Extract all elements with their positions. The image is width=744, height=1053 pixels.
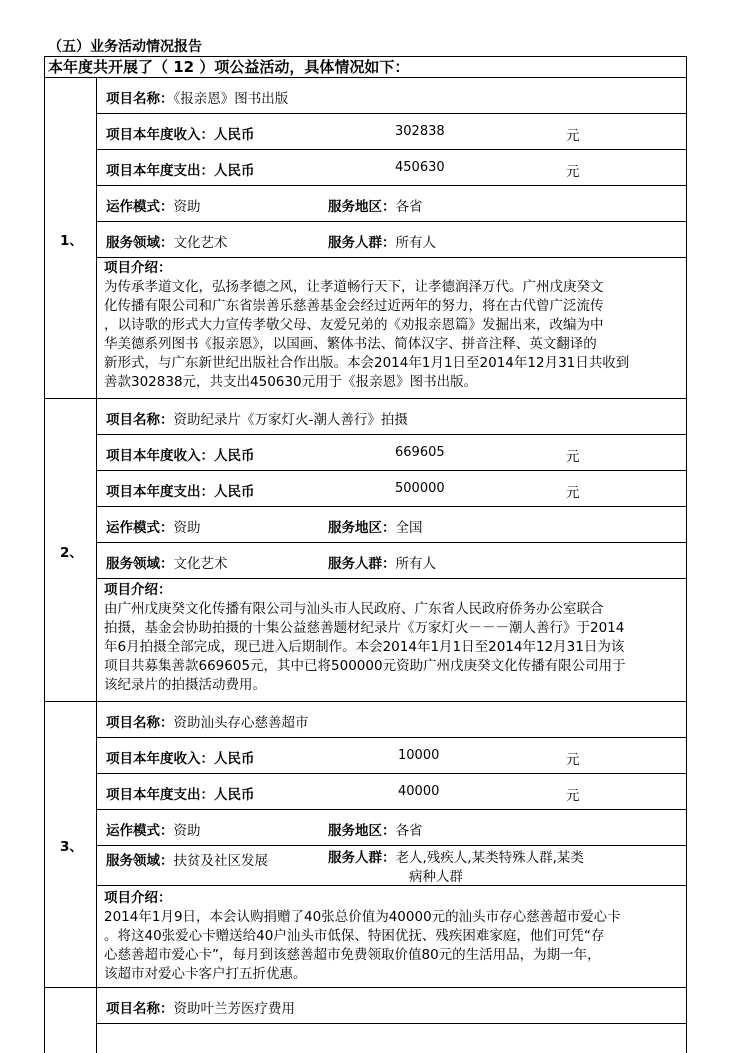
project-description [104,278,629,392]
field-label: 服务领域： [106,235,174,251]
region-label: 服务地区： [328,520,396,536]
project-name: 《报亲恩》图书出版 [173,91,289,107]
name-label: 项目名称： [106,91,174,107]
income-unit: 元 [566,752,580,768]
income-label: 项目本年度收入：人民币 [106,127,255,143]
crowd-row [328,552,436,572]
crowd-label: 服务人群： [328,850,396,866]
intro-label: 项目介绍： [104,890,172,906]
mode-label: 运作模式： [106,823,174,839]
project-name-row [106,711,309,731]
section-title: （五）业务活动情况报告 [48,39,202,55]
desc-line: ，以诗歌的形式大力宣传孝敬父母、友爱兄弟的《劝报亲恩篇》发掘出来，改编为中 [104,317,604,333]
project-name-row [106,408,408,428]
name-label: 项目名称： [106,715,174,731]
desc-line: 善款302838元，共支出450630元用于《报亲恩》图书出版。 [104,374,478,390]
expense-unit: 元 [566,485,580,501]
mode-row [106,195,201,215]
crowd-row [328,231,436,251]
field-label: 服务领域： [106,853,174,869]
income-label: 项目本年度收入：人民币 [106,751,255,767]
mode-label: 运作模式： [106,199,174,215]
crowd-label: 服务人群： [328,235,396,251]
region-row [328,819,423,839]
mode-row [106,516,201,536]
crowd-value: 所有人 [395,235,436,251]
project-block-2 [44,398,687,702]
mode-row [106,819,201,839]
project-index: 3、 [60,839,83,855]
income-value: 302838 [395,124,445,139]
intro-label: 项目介绍： [104,582,172,598]
project-name-row [106,997,295,1017]
field-value: 文化艺术 [173,235,228,251]
project-name-row [106,87,288,107]
desc-line: 年6月拍摄全部完成，现已进入后期制作。本会2014年1月1日至2014年12月31日为该 [104,639,625,655]
name-label: 项目名称： [106,1001,174,1017]
mode-value: 资助 [173,520,201,536]
region-label: 服务地区： [328,823,396,839]
project-name: 资助纪录片《万家灯火-潮人善行》拍摄 [173,412,408,428]
desc-line: 化传播有限公司和广东省崇善乐慈善基金会经过近两年的努力，将在古代曾广泛流传 [104,298,604,314]
field-value: 文化艺术 [173,556,228,572]
region-label: 服务地区： [328,199,396,215]
field-row [106,849,268,869]
desc-line: 心慈善超市爱心卡”，每月到该慈善超市免费领取价值80元的生活用品，为期一年， [104,947,601,963]
region-value: 各省 [395,823,423,839]
region-value: 全国 [395,520,423,536]
intro-line: 本年度共开展了（ 12 ）项公益活动，具体情况如下： [44,56,687,78]
income-unit: 元 [566,128,580,144]
desc-line: 。将这40张爱心卡赠送给40户汕头市低保、特困优抚、残疾困难家庭，他们可凭“存 [104,928,605,944]
project-name: 资助叶兰芳医疗费用 [173,1001,295,1017]
desc-line: 拍摄，基金会协助拍摄的十集公益慈善题材纪录片《万家灯火－－－潮人善行》于2014 [104,620,625,636]
name-label: 项目名称： [106,412,174,428]
expense-value: 500000 [395,481,445,496]
field-value: 扶贫及社区发展 [173,853,268,869]
desc-line: 由广州戊庚癸文化传播有限公司与汕头市人民政府、广东省人民政府侨务办公室联合 [104,601,604,617]
mode-value: 资助 [173,823,201,839]
income-value: 669605 [395,445,445,460]
field-label: 服务领域： [106,556,174,572]
region-row [328,516,423,536]
desc-line: 该纪录片的拍摄活动费用。 [104,677,266,693]
crowd-row [328,849,584,887]
expense-unit: 元 [566,164,580,180]
project-block-4 [44,987,687,1053]
project-block-3 [44,701,687,988]
intro-label: 项目介绍： [104,260,172,276]
expense-value: 450630 [395,160,445,175]
crowd-value: 所有人 [395,556,436,572]
expense-label: 项目本年度支出：人民币 [106,787,255,803]
region-value: 各省 [395,199,423,215]
crowd-label: 服务人群： [328,556,396,572]
mode-value: 资助 [173,199,201,215]
field-row [106,231,228,251]
crowd-value-cont: 病种人群 [409,869,463,885]
project-name: 资助汕头存心慈善超市 [173,715,309,731]
project-index: 2、 [60,545,83,561]
desc-line: 华美德系列图书《报亲恩》，以国画、繁体书法、简体汉字、拼音注释、英文翻译的 [104,336,597,352]
mode-label: 运作模式： [106,520,174,536]
crowd-value: 老人,残疾人,某类特殊人群,某类 [395,850,584,866]
income-unit: 元 [566,449,580,465]
expense-value: 40000 [398,784,440,799]
desc-line: 该超市对爱心卡客户打五折优惠。 [104,966,307,982]
desc-line: 2014年1月9日，本会认购捐赠了40张总价值为40000元的汕头市存心慈善超市爱心卡 [104,909,621,925]
income-value: 10000 [398,748,440,763]
income-label: 项目本年度收入：人民币 [106,448,255,464]
project-description [104,908,621,984]
project-index: 1、 [60,233,83,249]
desc-line: 新形式，与广东新世纪出版社合作出版。本会2014年1月1日至2014年12月31日共收到 [104,355,630,371]
desc-line: 项目共募集善款669605元，其中已将500000元资助广州戊庚癸文化传播有限公司用于 [104,658,626,674]
project-block-1 [44,77,687,399]
field-row [106,552,228,572]
expense-label: 项目本年度支出：人民币 [106,163,255,179]
project-description [104,600,626,695]
expense-unit: 元 [566,788,580,804]
expense-label: 项目本年度支出：人民币 [106,484,255,500]
desc-line: 为传承孝道文化，弘扬孝德之风，让孝道畅行天下，让孝德润泽万代。广州戊庚癸文 [104,279,604,295]
region-row [328,195,423,215]
